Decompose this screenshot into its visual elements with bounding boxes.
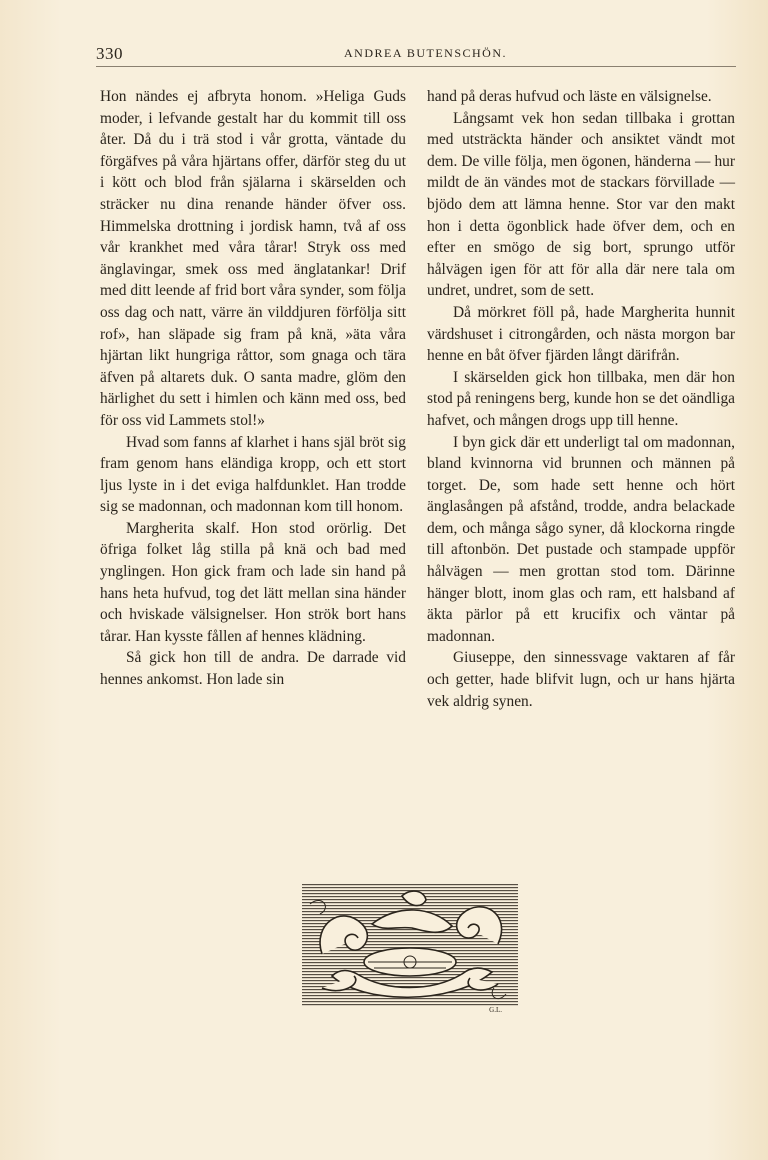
running-head: ANDREA BUTENSCHÖN. (344, 46, 508, 60)
paragraph: Margherita skalf. Hon stod orörlig. Det öfriga folket låg stilla på knä och bad med ynglingen. Hon gick fram och lade sin hand på hans heta hufvud, tog det lätt mellan sina händer och hviskade välsignelser. Hon strök bort hans tårar. Han kysste fållen af hennes klädning. (100, 519, 406, 645)
page-number: 330 (96, 44, 123, 63)
ornament-vignette (302, 884, 518, 1014)
paragraph: Hvad som fanns af klarhet i hans själ bröt sig fram genom hans eländiga kropp, och ett stort ljus lyste in i det eviga halfdunklet. Han trodde sig se madonnan, och madonnan kom till honom. (100, 433, 406, 516)
header-rule (96, 66, 736, 67)
page-header (96, 40, 736, 68)
ornament-monogram: G.L. (489, 1006, 502, 1014)
left-column (100, 86, 406, 691)
paragraph: Giuseppe, den sinnessvage vaktaren af får och getter, hade blifvit lugn, och ur hans hjärta vek aldrig synen. (427, 649, 735, 710)
right-column (427, 86, 735, 712)
paragraph: hand på deras hufvud och läste en välsignelse. (427, 88, 712, 105)
paragraph: Hon nändes ej afbryta honom. »Heliga Guds moder, i lefvande gestalt har du kommit till oss åter. Då du i trä stod i vår grotta, väntade du förgäfves på våra hjärtans offer, därför steg du ut i kött och blod från själarna i skärselden och sträcker nu dina renande händer öfver oss. Himmelska drottning i jordisk hamn, två af oss vår krankhet med våra tårar! Stryk oss med änglavingar, smek oss med änglatankar! Drif med ditt leende af frid bort våra synder, som följa oss dag och natt, värre än vilddjuren förfölja sitt rof», han släpade sig fram på knä, »äta våra hjärtan likt hungriga råttor, som gnaga och tära äfven på altarets duk. O santa madre, glöm den härlighet du sett i himlen och känn med oss, bed för oss vid Lammets stol!» (100, 88, 406, 429)
paragraph: Så gick hon till de andra. De darrade vid hennes ankomst. Hon lade sin (100, 649, 406, 689)
paragraph: I skärselden gick hon tillbaka, men där hon stod på reningens berg, kunde hon se det oändliga hafvet, och mången drogs upp till henne. (427, 368, 735, 429)
paragraph: Då mörkret föll på, hade Margherita hunnit värdshuset i citrongården, och nästa morgon bar henne en båt öfver fjärden långt därifrån. (427, 303, 735, 365)
paragraph: Långsamt vek hon sedan tillbaka i grottan med utsträckta händer och ansiktet vändt mot dem. De ville följa, men ögonen, händerna — hur mildt de än vändes mot de stackars förvillade — bjödo dem att lämna henne. Stor var den makt hon i detta ögonblick hade öfver dem, och en efter en smögo de sig bort, sprungo utför hålvägen igen för att för alla där nere tala om undret, undret, som de sett. (427, 109, 735, 300)
paragraph: I byn gick där ett underligt tal om madonnan, bland kvinnorna vid brunnen och männen på torget. De, som hade sett henne och hört änglasången på afstånd, trodde, andra belackade dem, och många sågo syner, då klockorna ringde till aftonbön. Det pustade och stampade uppför hålvägen — men grottan stod tom. Därinne hänger blott, inom glas och ram, ett halsband af äkta pärlor på ett krucifix och väntar på madonnan. (427, 433, 735, 645)
